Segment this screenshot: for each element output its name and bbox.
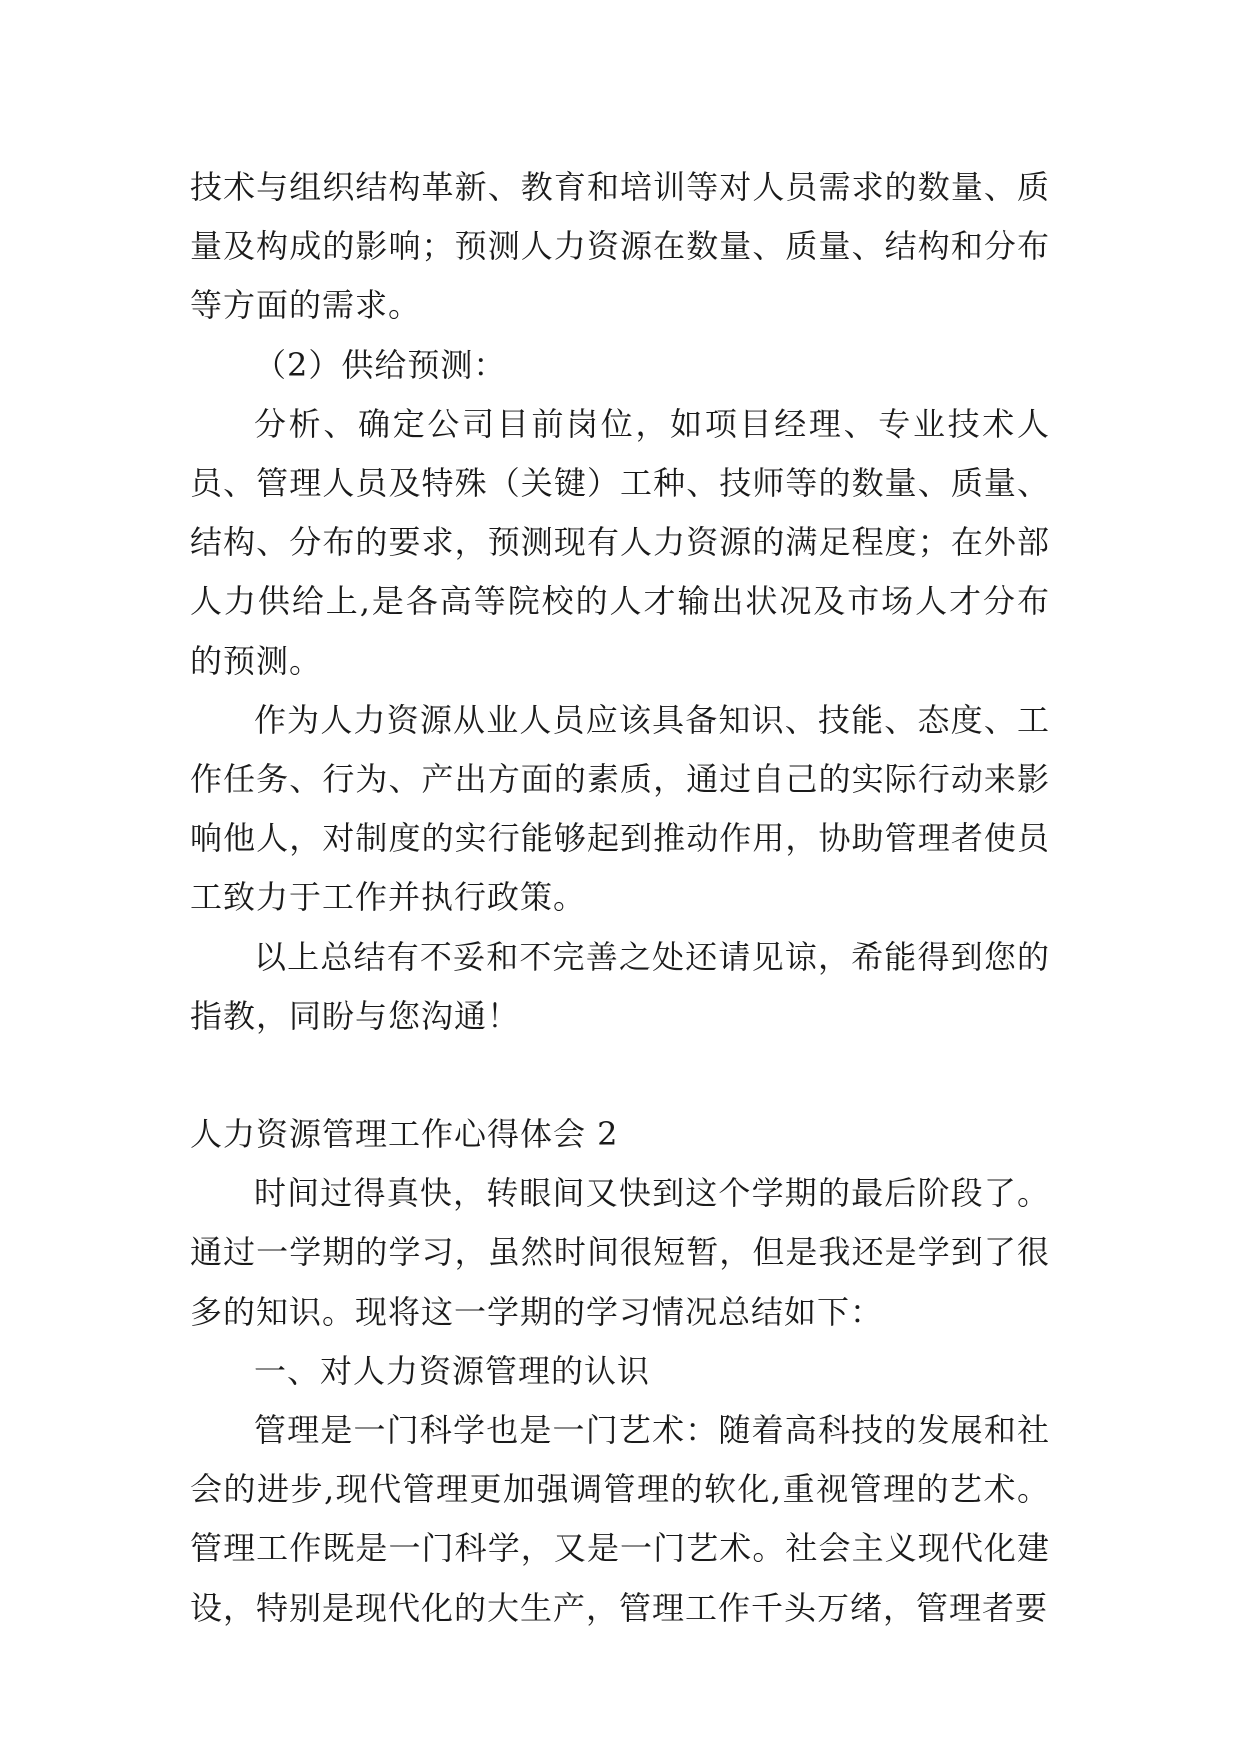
- paragraph-management-art: 管理是一门科学也是一门艺术：随着高科技的发展和社会的进步,现代管理更加强调管理的软化,重视管理的艺术。管理工作既是一门科学，又是一门艺术。社会主义现代化建设，特别是现代化的大生产，管理工作千头万绪，管理者要: [190, 1411, 1050, 1627]
- subheading-supply-forecast: （2）供给预测：: [254, 345, 507, 384]
- paragraph-hr-practitioner: 作为人力资源从业人员应该具备知识、技能、态度、工作任务、行为、产出方面的素质，通过自己的实际行动来影响他人，对制度的实行能够起到推动作用，协助管理者使员工致力于工作并执行政策。: [190, 700, 1050, 917]
- paragraph-semester-intro: 时间过得真快，转眼间又快到这个学期的最后阶段了。通过一学期的学习，虽然时间很短暂，但是我还是学到了很多的知识。现将这一学期的学习情况总结如下：: [190, 1174, 1050, 1331]
- paragraph-supply-analysis: 分析、确定公司目前岗位，如项目经理、专业技术人员、管理人员及特殊（关键）工种、技师等的数量、质量、结构、分布的要求，预测现有人力资源的满足程度；在外部人力供给上,是各高等院校的人才输出状况及市场人才分布的预测。: [190, 404, 1050, 680]
- section-title: 人力资源管理工作心得体会 2: [190, 1115, 619, 1154]
- paragraph-demand-forecast: 技术与组织结构革新、教育和培训等对人员需求的数量、质量及构成的影响；预测人力资源在数量、质量、结构和分布等方面的需求。: [190, 168, 1050, 325]
- paragraph-closing: 以上总结有不妥和不完善之处还请见谅，希能得到您的指教，同盼与您沟通！: [190, 937, 1050, 1035]
- subheading-hr-understanding: 一、对人力资源管理的认识: [254, 1351, 651, 1390]
- document-body: [190, 158, 1050, 1638]
